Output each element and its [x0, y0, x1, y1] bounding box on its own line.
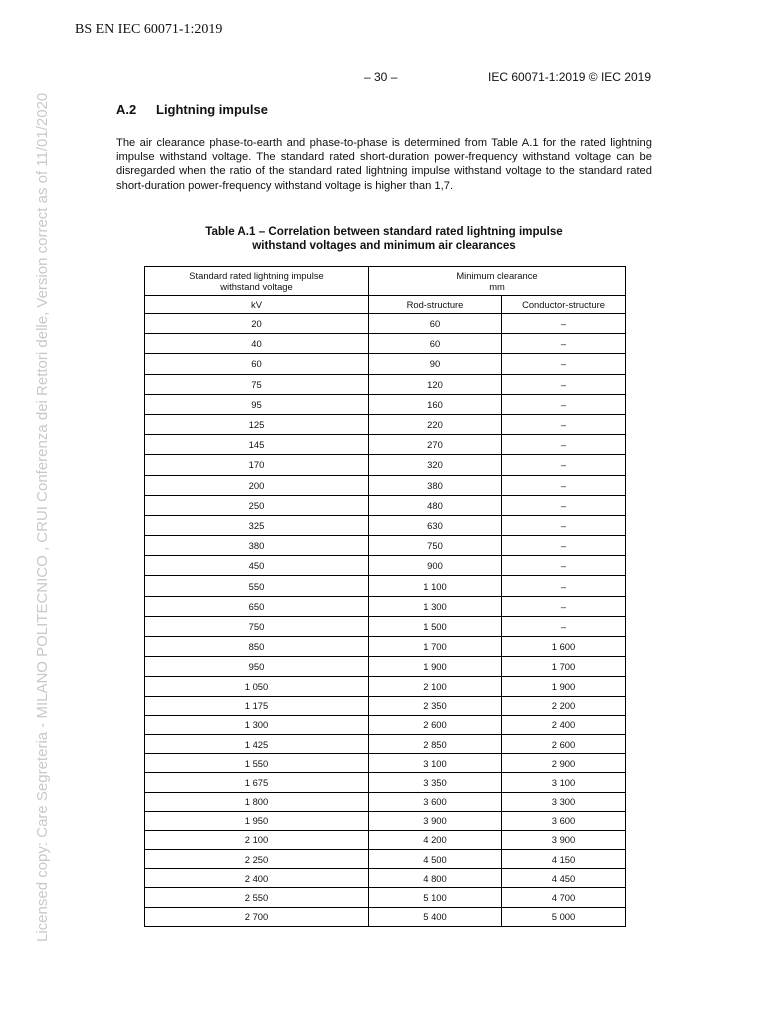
header-min-clearance-unit: mm: [489, 281, 505, 292]
table-body: [145, 314, 626, 927]
cell-voltage: 1 675: [145, 773, 369, 792]
cell-voltage: 40: [145, 334, 369, 354]
cell-conductor-structure: –: [502, 314, 626, 334]
cell-voltage: 1 175: [145, 696, 369, 715]
table-row: [145, 754, 626, 773]
table-row: [145, 657, 626, 677]
cell-conductor-structure: –: [502, 334, 626, 354]
table-row: [145, 576, 626, 596]
table-title-line1: Table A.1 – Correlation between standard rated lightning impulse: [205, 225, 563, 238]
section-title: Lightning impulse: [156, 102, 268, 117]
header-voltage-unit: kV: [145, 296, 369, 314]
table-row: [145, 435, 626, 455]
cell-conductor-structure: 2 900: [502, 754, 626, 773]
cell-conductor-structure: –: [502, 556, 626, 576]
cell-voltage: 1 425: [145, 734, 369, 753]
cell-conductor-structure: –: [502, 374, 626, 394]
table-row: [145, 792, 626, 811]
cell-voltage: 750: [145, 616, 369, 636]
cell-rod-structure: 1 900: [369, 657, 502, 677]
cell-voltage: 250: [145, 495, 369, 515]
cell-voltage: 2 100: [145, 830, 369, 849]
table-row: [145, 536, 626, 556]
table-row: [145, 515, 626, 535]
header-rod-structure: Rod-structure: [369, 296, 502, 314]
copyright-line: IEC 60071-1:2019 © IEC 2019: [488, 70, 651, 84]
cell-rod-structure: 2 350: [369, 696, 502, 715]
cell-voltage: 450: [145, 556, 369, 576]
cell-rod-structure: 5 100: [369, 888, 502, 907]
cell-conductor-structure: –: [502, 495, 626, 515]
table-row: [145, 334, 626, 354]
license-watermark: Licensed copy: Care Segreteria - MILANO POLITECNICO , CRUI Conferenza dei Rettori delle, Version correct as of 11/01/2020: [34, 92, 51, 942]
cell-rod-structure: 4 500: [369, 850, 502, 869]
header-min-clearance-line1: Minimum clearance: [456, 270, 538, 281]
table-row: [145, 715, 626, 734]
section-heading: [116, 102, 268, 117]
cell-voltage: 380: [145, 536, 369, 556]
cell-conductor-structure: –: [502, 435, 626, 455]
cell-voltage: 550: [145, 576, 369, 596]
cell-conductor-structure: 3 900: [502, 830, 626, 849]
cell-conductor-structure: 5 000: [502, 907, 626, 926]
cell-voltage: 200: [145, 475, 369, 495]
cell-voltage: 125: [145, 414, 369, 434]
cell-voltage: 2 400: [145, 869, 369, 888]
cell-rod-structure: 1 100: [369, 576, 502, 596]
cell-conductor-structure: –: [502, 394, 626, 414]
cell-conductor-structure: –: [502, 576, 626, 596]
cell-voltage: 145: [145, 435, 369, 455]
cell-rod-structure: 320: [369, 455, 502, 475]
table-row: [145, 314, 626, 334]
cell-conductor-structure: 1 700: [502, 657, 626, 677]
cell-conductor-structure: –: [502, 475, 626, 495]
cell-rod-structure: 3 350: [369, 773, 502, 792]
table-row: [145, 475, 626, 495]
cell-voltage: 950: [145, 657, 369, 677]
cell-voltage: 75: [145, 374, 369, 394]
cell-conductor-structure: 4 150: [502, 850, 626, 869]
cell-conductor-structure: –: [502, 354, 626, 374]
section-paragraph: The air clearance phase-to-earth and phase-to-phase is determined from Table A.1 for the rated lightning impulse withstand voltage. The standard rated short-duration power-frequency withstand voltage can be disregarded when the ratio of the standard rated lightning impulse withstand voltage to the standard rated short-duration power-frequency withstand voltage is higher than 1,7.: [116, 137, 652, 192]
table-row: [145, 455, 626, 475]
cell-rod-structure: 480: [369, 495, 502, 515]
table-title: [116, 225, 652, 253]
cell-conductor-structure: 2 200: [502, 696, 626, 715]
table-row: [145, 677, 626, 696]
table-row: [145, 414, 626, 434]
cell-voltage: 1 950: [145, 811, 369, 830]
cell-voltage: 170: [145, 455, 369, 475]
table-row: [145, 888, 626, 907]
table-row: [145, 850, 626, 869]
table-row: [145, 354, 626, 374]
cell-conductor-structure: –: [502, 414, 626, 434]
cell-rod-structure: 1 500: [369, 616, 502, 636]
table-row: [145, 495, 626, 515]
header-voltage-line2: withstand voltage: [220, 281, 293, 292]
table-row: [145, 596, 626, 616]
cell-voltage: 850: [145, 637, 369, 657]
header-voltage-line1: Standard rated lightning impulse: [189, 270, 324, 281]
header-voltage: [145, 267, 369, 296]
cell-rod-structure: 5 400: [369, 907, 502, 926]
cell-conductor-structure: –: [502, 455, 626, 475]
cell-rod-structure: 380: [369, 475, 502, 495]
cell-rod-structure: 3 600: [369, 792, 502, 811]
cell-rod-structure: 3 900: [369, 811, 502, 830]
section-number: A.2: [116, 102, 137, 117]
cell-voltage: 1 800: [145, 792, 369, 811]
cell-rod-structure: 4 800: [369, 869, 502, 888]
cell-rod-structure: 60: [369, 314, 502, 334]
cell-conductor-structure: 1 900: [502, 677, 626, 696]
cell-rod-structure: 3 100: [369, 754, 502, 773]
cell-conductor-structure: –: [502, 596, 626, 616]
cell-conductor-structure: –: [502, 536, 626, 556]
table-row: [145, 637, 626, 657]
cell-voltage: 60: [145, 354, 369, 374]
cell-conductor-structure: –: [502, 515, 626, 535]
table-row: [145, 830, 626, 849]
cell-rod-structure: 160: [369, 394, 502, 414]
table-row: [145, 734, 626, 753]
cell-rod-structure: 2 100: [369, 677, 502, 696]
cell-rod-structure: 1 700: [369, 637, 502, 657]
cell-rod-structure: 90: [369, 354, 502, 374]
table-row: [145, 811, 626, 830]
cell-voltage: 325: [145, 515, 369, 535]
cell-conductor-structure: 4 700: [502, 888, 626, 907]
table-title-line2: withstand voltages and minimum air clearances: [252, 239, 516, 252]
header-conductor-structure: Conductor-structure: [502, 296, 626, 314]
cell-voltage: 1 550: [145, 754, 369, 773]
table-row: [145, 556, 626, 576]
cell-rod-structure: 750: [369, 536, 502, 556]
cell-voltage: 2 550: [145, 888, 369, 907]
cell-conductor-structure: 4 450: [502, 869, 626, 888]
cell-rod-structure: 1 300: [369, 596, 502, 616]
cell-rod-structure: 4 200: [369, 830, 502, 849]
cell-rod-structure: 2 850: [369, 734, 502, 753]
cell-conductor-structure: 2 600: [502, 734, 626, 753]
cell-voltage: 2 250: [145, 850, 369, 869]
cell-rod-structure: 630: [369, 515, 502, 535]
table-row: [145, 616, 626, 636]
cell-voltage: 1 300: [145, 715, 369, 734]
cell-conductor-structure: 3 300: [502, 792, 626, 811]
cell-voltage: 20: [145, 314, 369, 334]
clearance-table: [144, 266, 626, 927]
cell-rod-structure: 120: [369, 374, 502, 394]
cell-voltage: 95: [145, 394, 369, 414]
table-row: [145, 907, 626, 926]
table-row: [145, 773, 626, 792]
header-min-clearance: [369, 267, 626, 296]
page-number: – 30 –: [364, 70, 398, 84]
cell-voltage: 1 050: [145, 677, 369, 696]
cell-voltage: 650: [145, 596, 369, 616]
cell-rod-structure: 900: [369, 556, 502, 576]
cell-rod-structure: 270: [369, 435, 502, 455]
cell-conductor-structure: 3 100: [502, 773, 626, 792]
table-row: [145, 394, 626, 414]
cell-rod-structure: 2 600: [369, 715, 502, 734]
cell-rod-structure: 220: [369, 414, 502, 434]
table-row: [145, 374, 626, 394]
table-row: [145, 869, 626, 888]
cell-rod-structure: 60: [369, 334, 502, 354]
cell-conductor-structure: 1 600: [502, 637, 626, 657]
cell-conductor-structure: 2 400: [502, 715, 626, 734]
cell-conductor-structure: –: [502, 616, 626, 636]
cell-conductor-structure: 3 600: [502, 811, 626, 830]
cell-voltage: 2 700: [145, 907, 369, 926]
document-header-standard: BS EN IEC 60071-1:2019: [75, 22, 223, 37]
table-row: [145, 696, 626, 715]
